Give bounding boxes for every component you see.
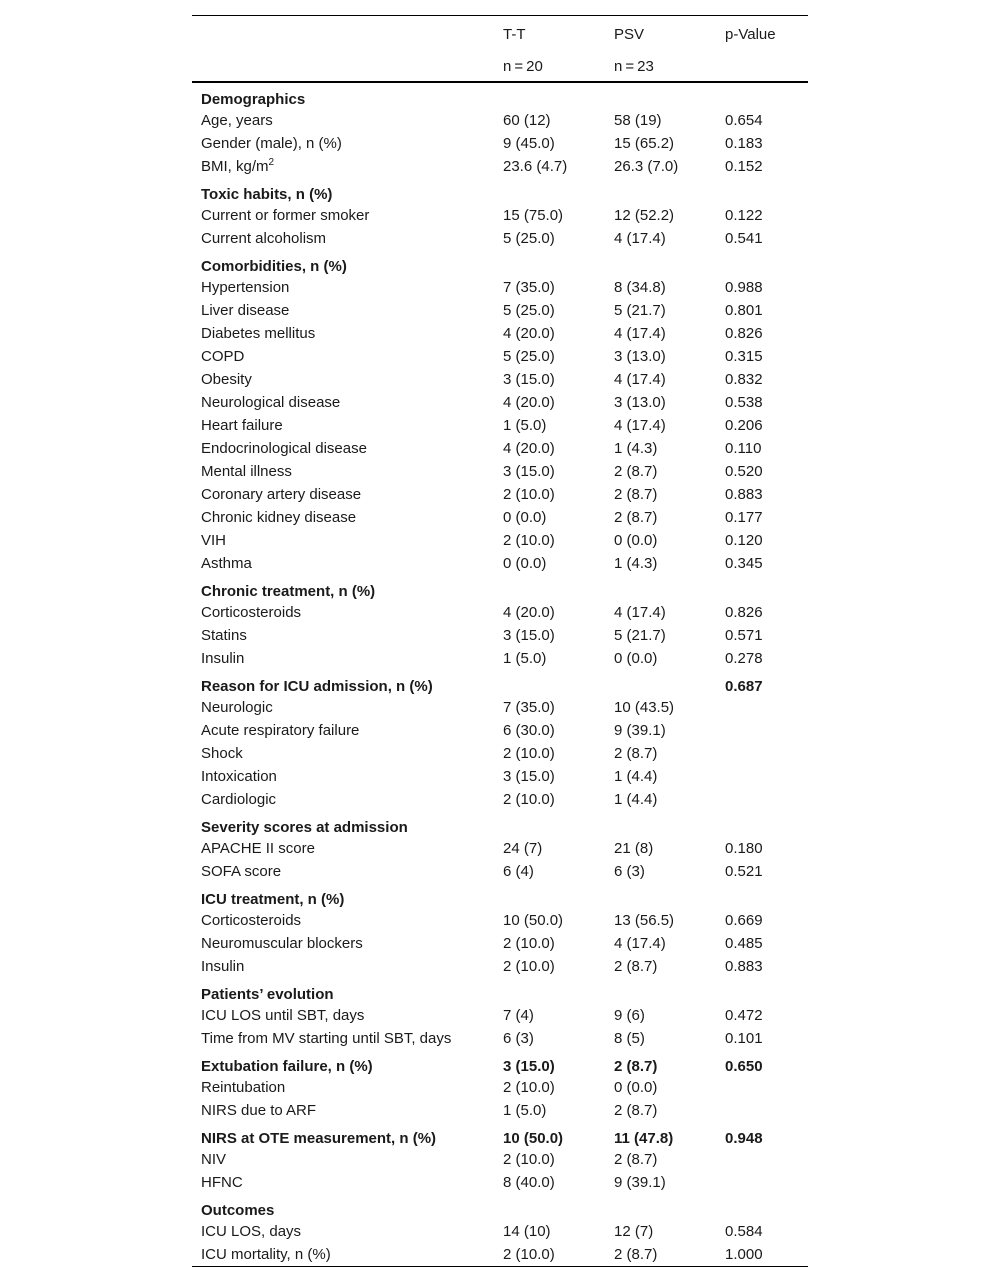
baseline-characteristics-table — [192, 15, 808, 1267]
value-p: 0.120 — [725, 532, 763, 549]
value-p — [725, 978, 808, 1004]
table-header — [192, 16, 808, 83]
value-tt: 6 (3) — [503, 1030, 534, 1047]
table-row — [192, 414, 808, 437]
row-label: Shock — [201, 745, 243, 762]
bmi-unit-superscript: 2 — [268, 157, 275, 168]
table-row — [192, 483, 808, 506]
value-tt: 2 (10.0) — [503, 532, 555, 549]
row-label: Mental illness — [201, 463, 292, 480]
table-row — [192, 1220, 808, 1243]
value-tt: 10 (50.0) — [503, 912, 564, 929]
header-tt: T-T — [503, 16, 614, 52]
value-tt: 2 (10.0) — [503, 1079, 555, 1096]
value-psv: 12 (52.2) — [614, 207, 675, 224]
row-label: Endocrinological disease — [201, 440, 367, 457]
section-header-row — [192, 178, 808, 204]
value-psv: 9 (39.1) — [614, 722, 666, 739]
value-psv: 0 (0.0) — [614, 650, 658, 667]
row-label: NIV — [201, 1151, 227, 1168]
table-row — [192, 109, 808, 132]
table-row — [192, 437, 808, 460]
value-psv — [614, 1194, 725, 1220]
value-tt: 15 (75.0) — [503, 207, 564, 224]
value-psv — [614, 670, 725, 696]
value-p: 0.152 — [725, 158, 763, 175]
value-p: 0.520 — [725, 463, 763, 480]
value-p — [725, 696, 808, 719]
section-label: Extubation failure, n (%) — [201, 1058, 373, 1075]
header-psv: PSV — [614, 16, 725, 52]
row-label: ICU mortality, n (%) — [192, 1243, 503, 1267]
value-tt: 2 (10.0) — [503, 935, 555, 952]
table-row — [192, 155, 808, 178]
row-label: Asthma — [201, 555, 252, 572]
value-psv: 3 (13.0) — [614, 394, 666, 411]
value-tt: 4 (20.0) — [503, 604, 555, 621]
value-p: 0.541 — [725, 230, 763, 247]
value-p: 0.180 — [725, 840, 763, 857]
value-psv: 2 (8.7) — [614, 958, 658, 975]
value-tt — [503, 811, 614, 837]
section-header-row — [192, 811, 808, 837]
value-p: 0.485 — [725, 935, 763, 952]
value-tt: 2 (10.0) — [503, 791, 555, 808]
table-row — [192, 529, 808, 552]
value-tt: 5 (25.0) — [503, 302, 555, 319]
header-blank-p — [725, 51, 808, 82]
value-p — [725, 719, 808, 742]
value-psv: 1 (4.4) — [614, 768, 658, 785]
value-p: 0.584 — [725, 1223, 763, 1240]
value-p — [725, 811, 808, 837]
value-psv: 15 (65.2) — [614, 135, 675, 152]
value-p: 0.801 — [725, 302, 763, 319]
value-psv: 26.3 (7.0) — [614, 158, 679, 175]
value-psv: 2 (8.7) — [614, 1151, 658, 1168]
table-row — [192, 299, 808, 322]
value-tt — [503, 978, 614, 1004]
value-p: 0.948 — [725, 1130, 763, 1147]
value-p — [725, 178, 808, 204]
value-psv: 6 (3) — [614, 863, 645, 880]
value-psv: 8 (34.8) — [614, 279, 666, 296]
value-tt — [503, 250, 614, 276]
value-tt: 2 (10.0) — [503, 745, 555, 762]
value-psv: 21 (8) — [614, 840, 654, 857]
value-tt: 2 (10.0) — [503, 486, 555, 503]
value-psv: 2 (8.7) — [614, 1058, 658, 1075]
value-p — [725, 1171, 808, 1194]
section-label: Outcomes — [201, 1202, 275, 1219]
value-tt: 60 (12) — [503, 112, 551, 129]
table-row — [192, 860, 808, 883]
section-header-row — [192, 670, 808, 696]
row-label: HFNC — [201, 1174, 243, 1191]
table-row — [192, 345, 808, 368]
table-row — [192, 765, 808, 788]
value-tt: 10 (50.0) — [503, 1130, 564, 1147]
row-label: Insulin — [201, 958, 245, 975]
value-tt: 6 (4) — [503, 863, 534, 880]
table-row — [192, 909, 808, 932]
value-p: 0.883 — [725, 486, 763, 503]
value-tt: 3 (15.0) — [503, 627, 555, 644]
table-row — [192, 719, 808, 742]
row-label: Reintubation — [201, 1079, 286, 1096]
table-row — [192, 227, 808, 250]
value-tt: 23.6 (4.7) — [503, 158, 568, 175]
value-tt: 4 (20.0) — [503, 394, 555, 411]
row-label: COPD — [201, 348, 245, 365]
value-psv: 0 (0.0) — [614, 1079, 658, 1096]
value-tt: 5 (25.0) — [503, 348, 555, 365]
value-psv — [614, 811, 725, 837]
value-p: 0.521 — [725, 863, 763, 880]
table-row — [192, 1004, 808, 1027]
value-tt: 3 (15.0) — [503, 463, 555, 480]
value-p — [725, 1148, 808, 1171]
value-psv: 2 (8.7) — [614, 463, 658, 480]
row-label: Current or former smoker — [201, 207, 370, 224]
value-tt: 3 (15.0) — [503, 1058, 555, 1075]
table-row — [192, 1148, 808, 1171]
value-psv: 5 (21.7) — [614, 302, 666, 319]
value-p: 0.883 — [725, 958, 763, 975]
table-row — [192, 696, 808, 719]
header-n-tt: n = 20 — [503, 51, 614, 82]
value-psv — [614, 575, 725, 601]
value-tt: 7 (4) — [503, 1007, 534, 1024]
table-row — [192, 552, 808, 575]
value-psv: 2 (8.7) — [614, 745, 658, 762]
value-tt — [503, 575, 614, 601]
value-tt: 7 (35.0) — [503, 279, 555, 296]
value-psv: 1 (4.3) — [614, 440, 658, 457]
value-tt: 1 (5.0) — [503, 1102, 547, 1119]
value-p: 0.206 — [725, 417, 763, 434]
row-label: Time from MV starting until SBT, days — [201, 1030, 452, 1047]
value-p — [725, 575, 808, 601]
section-label: Toxic habits, n (%) — [201, 186, 333, 203]
table-row — [192, 132, 808, 155]
value-p: 0.278 — [725, 650, 763, 667]
value-tt — [503, 82, 614, 109]
header-row-groups — [192, 16, 808, 52]
value-p: 0.826 — [725, 604, 763, 621]
value-psv: 2 (8.7) — [614, 1102, 658, 1119]
row-label: ICU LOS, days — [201, 1223, 302, 1240]
value-tt: 5 (25.0) — [503, 230, 555, 247]
row-label: ICU LOS until SBT, days — [201, 1007, 365, 1024]
value-p: 0.650 — [725, 1058, 763, 1075]
value-p — [725, 765, 808, 788]
value-p — [725, 250, 808, 276]
value-tt: 0 (0.0) — [503, 509, 547, 526]
table-row — [192, 368, 808, 391]
value-tt: 2 (10.0) — [503, 1243, 614, 1267]
value-psv: 5 (21.7) — [614, 627, 666, 644]
row-label: Diabetes mellitus — [201, 325, 316, 342]
value-psv: 9 (6) — [614, 1007, 645, 1024]
value-tt — [503, 670, 614, 696]
section-header-row — [192, 1122, 808, 1148]
section-label: Demographics — [201, 91, 306, 108]
section-label: Severity scores at admission — [201, 819, 408, 836]
table-row — [192, 932, 808, 955]
section-header-row — [192, 82, 808, 109]
value-psv — [614, 978, 725, 1004]
value-tt: 3 (15.0) — [503, 768, 555, 785]
value-tt — [503, 883, 614, 909]
section-label: Reason for ICU admission, n (%) — [201, 678, 433, 695]
value-psv: 4 (17.4) — [614, 371, 666, 388]
section-header-row — [192, 575, 808, 601]
table-row — [192, 204, 808, 227]
value-p: 0.826 — [725, 325, 763, 342]
value-psv — [614, 178, 725, 204]
bmi-label-text: BMI, kg/m — [201, 158, 269, 175]
value-tt: 4 (20.0) — [503, 325, 555, 342]
table-row — [192, 276, 808, 299]
row-label: Insulin — [201, 650, 245, 667]
value-psv: 3 (13.0) — [614, 348, 666, 365]
value-p — [725, 742, 808, 765]
value-psv: 8 (5) — [614, 1030, 645, 1047]
value-p: 0.122 — [725, 207, 763, 224]
value-psv: 2 (8.7) — [614, 1243, 725, 1267]
value-p: 0.571 — [725, 627, 763, 644]
row-label: APACHE II score — [201, 840, 315, 857]
table-row — [192, 391, 808, 414]
value-psv: 4 (17.4) — [614, 325, 666, 342]
value-p — [725, 788, 808, 811]
section-header-row — [192, 1194, 808, 1220]
row-label: NIRS due to ARF — [201, 1102, 317, 1119]
value-p: 0.538 — [725, 394, 763, 411]
value-p: 0.687 — [725, 678, 763, 695]
value-p: 1.000 — [725, 1243, 808, 1267]
header-row-sample-size — [192, 51, 808, 82]
section-label: ICU treatment, n (%) — [201, 891, 345, 908]
value-p — [725, 1194, 808, 1220]
row-label: Obesity — [201, 371, 252, 388]
table-row — [192, 506, 808, 529]
value-psv — [614, 250, 725, 276]
row-label: VIH — [201, 532, 227, 549]
header-variable — [192, 16, 503, 52]
row-label: Neuromuscular blockers — [201, 935, 363, 952]
row-label: Chronic kidney disease — [201, 509, 357, 526]
value-p: 0.832 — [725, 371, 763, 388]
table-row — [192, 601, 808, 624]
table-row — [192, 955, 808, 978]
value-tt: 8 (40.0) — [503, 1174, 555, 1191]
value-tt: 9 (45.0) — [503, 135, 555, 152]
value-p — [725, 883, 808, 909]
value-p: 0.183 — [725, 135, 763, 152]
row-label: Intoxication — [201, 768, 277, 785]
table-body — [192, 82, 808, 1267]
value-psv: 4 (17.4) — [614, 935, 666, 952]
row-label: Acute respiratory failure — [201, 722, 360, 739]
value-p: 0.315 — [725, 348, 763, 365]
table-row — [192, 1076, 808, 1099]
value-tt: 0 (0.0) — [503, 555, 547, 572]
value-psv: 9 (39.1) — [614, 1174, 666, 1191]
value-tt: 6 (30.0) — [503, 722, 555, 739]
row-label: Gender (male), n (%) — [201, 135, 342, 152]
value-psv: 1 (4.3) — [614, 555, 658, 572]
table-row — [192, 1243, 808, 1267]
table-row — [192, 647, 808, 670]
row-label: SOFA score — [201, 863, 282, 880]
value-p: 0.177 — [725, 509, 763, 526]
value-psv: 2 (8.7) — [614, 486, 658, 503]
row-label: Neurologic — [201, 699, 273, 716]
section-label: Comorbidities, n (%) — [201, 258, 347, 275]
value-p — [725, 1076, 808, 1099]
row-label: Liver disease — [201, 302, 290, 319]
value-tt: 3 (15.0) — [503, 371, 555, 388]
value-p — [725, 1099, 808, 1122]
table-row — [192, 837, 808, 860]
value-tt — [503, 1194, 614, 1220]
value-psv — [614, 82, 725, 109]
row-label: Cardiologic — [201, 791, 277, 808]
value-psv — [614, 883, 725, 909]
table-row — [192, 460, 808, 483]
value-psv: 2 (8.7) — [614, 509, 658, 526]
value-tt: 24 (7) — [503, 840, 543, 857]
section-header-row — [192, 250, 808, 276]
value-psv: 58 (19) — [614, 112, 662, 129]
value-psv: 11 (47.8) — [614, 1130, 674, 1147]
value-psv: 4 (17.4) — [614, 604, 666, 621]
section-header-row — [192, 978, 808, 1004]
table-row — [192, 322, 808, 345]
section-label: Patients’ evolution — [201, 986, 334, 1003]
header-p-value: p-Value — [725, 16, 808, 52]
value-tt: 2 (10.0) — [503, 958, 555, 975]
row-label: Neurological disease — [201, 394, 341, 411]
value-psv: 0 (0.0) — [614, 532, 658, 549]
value-p: 0.101 — [725, 1030, 763, 1047]
value-p: 0.110 — [725, 440, 762, 457]
row-label: Corticosteroids — [201, 604, 302, 621]
table-row — [192, 624, 808, 647]
section-header-row — [192, 883, 808, 909]
baseline-characteristics-table-container — [192, 15, 808, 1267]
value-tt: 1 (5.0) — [503, 650, 547, 667]
table-row — [192, 742, 808, 765]
section-label: Chronic treatment, n (%) — [201, 583, 376, 600]
header-n-psv: n = 23 — [614, 51, 725, 82]
value-p: 0.988 — [725, 279, 763, 296]
value-tt — [503, 178, 614, 204]
row-label: Age, years — [201, 112, 273, 129]
row-label: Hypertension — [201, 279, 290, 296]
value-p — [725, 82, 808, 109]
row-label: Statins — [201, 627, 247, 644]
header-blank — [192, 51, 503, 82]
row-label: Corticosteroids — [201, 912, 302, 929]
row-label: Current alcoholism — [201, 230, 327, 247]
row-label: Heart failure — [201, 417, 283, 434]
value-psv: 1 (4.4) — [614, 791, 658, 808]
row-label — [192, 155, 503, 178]
table-row — [192, 1099, 808, 1122]
value-psv: 4 (17.4) — [614, 417, 666, 434]
value-psv: 13 (56.5) — [614, 912, 675, 929]
row-label: Coronary artery disease — [201, 486, 362, 503]
value-tt: 14 (10) — [503, 1223, 551, 1240]
value-p: 0.345 — [725, 555, 763, 572]
section-label: NIRS at OTE measurement, n (%) — [201, 1130, 437, 1147]
table-row — [192, 1027, 808, 1050]
value-psv: 4 (17.4) — [614, 230, 666, 247]
value-tt: 1 (5.0) — [503, 417, 547, 434]
value-psv: 10 (43.5) — [614, 699, 675, 716]
section-header-row — [192, 1050, 808, 1076]
value-tt: 2 (10.0) — [503, 1151, 555, 1168]
value-p: 0.654 — [725, 112, 763, 129]
value-p: 0.472 — [725, 1007, 763, 1024]
value-tt: 4 (20.0) — [503, 440, 555, 457]
table-row — [192, 788, 808, 811]
value-psv: 12 (7) — [614, 1223, 654, 1240]
value-p: 0.669 — [725, 912, 763, 929]
table-row — [192, 1171, 808, 1194]
value-tt: 7 (35.0) — [503, 699, 555, 716]
